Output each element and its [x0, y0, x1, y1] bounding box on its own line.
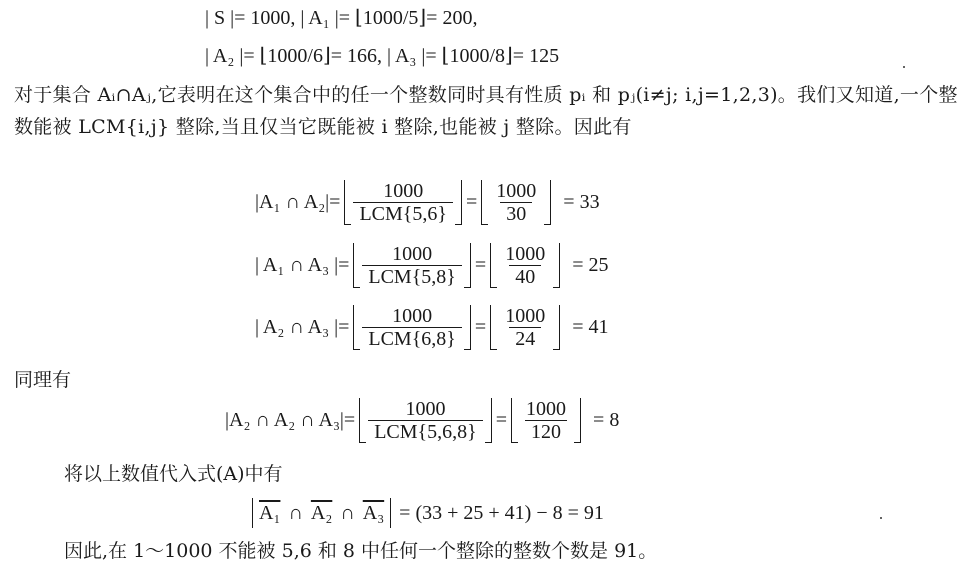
- equation-result: = 25: [572, 254, 609, 276]
- fraction: [520, 398, 572, 443]
- equals-sign: =: [495, 409, 508, 431]
- numerator: 1000: [526, 398, 567, 420]
- numerator: 1000: [405, 398, 446, 420]
- floor-bracket: [490, 243, 560, 288]
- numerator: 1000: [505, 243, 546, 265]
- fraction: [490, 180, 542, 225]
- fraction: [362, 243, 462, 288]
- denominator: LCM{6,8}: [362, 327, 462, 350]
- fraction: [499, 305, 551, 350]
- floor-bracket: [481, 180, 551, 225]
- floor-bracket: [511, 398, 581, 443]
- cap-symbol: ∩: [288, 501, 303, 524]
- numerator: 1000: [383, 180, 424, 202]
- complement-a3: A₃: [362, 501, 385, 524]
- fraction: [362, 305, 462, 350]
- denominator: 120: [525, 420, 567, 443]
- floor-bracket: [359, 398, 492, 443]
- set-size-line-2: | A₂ |= ⌊1000/6⌋= 166, | A₃ |= ⌊1000/8⌋= 125: [205, 45, 560, 67]
- scan-speck: [880, 517, 882, 519]
- equation-result: = 33: [563, 191, 600, 213]
- equals-sign: =: [466, 191, 478, 213]
- denominator: 40: [509, 265, 541, 288]
- numerator: 1000: [392, 243, 433, 265]
- numerator: 1000: [392, 305, 433, 327]
- substitution-sentence: 将以上数值代入式(A)中有: [64, 463, 283, 485]
- denominator: LCM{5,6,8}: [368, 420, 483, 443]
- denominator: 30: [500, 202, 532, 225]
- complement-equation: [252, 497, 604, 529]
- floor-bracket: [353, 305, 471, 350]
- intersection-equation-a1-a2: [255, 180, 600, 225]
- fraction: [368, 398, 483, 443]
- equation-result: = 41: [572, 316, 609, 338]
- equation-lhs: |A₁ ∩ A₂|=: [255, 191, 341, 213]
- complement-a2: A₂: [310, 501, 333, 524]
- equals-sign: =: [474, 316, 487, 338]
- intersection-equation-a1-a3: [255, 243, 608, 288]
- scan-speck: [903, 66, 905, 68]
- denominator: 24: [509, 327, 541, 350]
- floor-bracket: [490, 305, 560, 350]
- complement-result: = (33 + 25 + 41) − 8 = 91: [399, 501, 604, 524]
- conclusion-sentence: 因此,在 1～1000 不能被 5,6 和 8 中任何一个整除的整数个数是 91。: [64, 540, 658, 562]
- floor-bracket: [344, 180, 462, 225]
- complement-a1: A₁: [259, 501, 281, 524]
- cap-symbol: ∩: [340, 501, 355, 524]
- abs-bar-right: [390, 498, 391, 528]
- intersection-equation-a2-a3: [255, 305, 608, 350]
- denominator: LCM{5,6}: [353, 202, 453, 225]
- denominator: LCM{5,8}: [362, 265, 462, 288]
- floor-bracket: [353, 243, 471, 288]
- equation-lhs: | A₁ ∩ A₃ |=: [255, 254, 350, 276]
- abs-bar-left: [252, 498, 253, 528]
- numerator: 1000: [496, 180, 537, 202]
- explanation-paragraph: 对于集合 Aᵢ∩Aⱼ,它表明在这个集合中的任一个整数同时具有性质 pᵢ 和 pⱼ(i≠j; i,j=1,2,3)。我们又知道,一个整数能被 LCM{i,j} 整除,当且仅当它既能被 i 整除,也能被 j 整除。因此有: [14, 84, 958, 138]
- equation-result: = 8: [593, 409, 620, 431]
- similarly-label: 同理有: [14, 369, 72, 391]
- triple-intersection-equation: [225, 398, 619, 443]
- equation-lhs: |A₂ ∩ A₂ ∩ A₃|=: [225, 409, 356, 431]
- set-size-line-1: | S |= 1000, | A₁ |= ⌊1000/5⌋= 200,: [205, 7, 478, 29]
- fraction: [499, 243, 551, 288]
- numerator: 1000: [505, 305, 546, 327]
- fraction: [353, 180, 453, 225]
- equation-lhs: | A₂ ∩ A₃ |=: [255, 316, 350, 338]
- equals-sign: =: [474, 254, 487, 276]
